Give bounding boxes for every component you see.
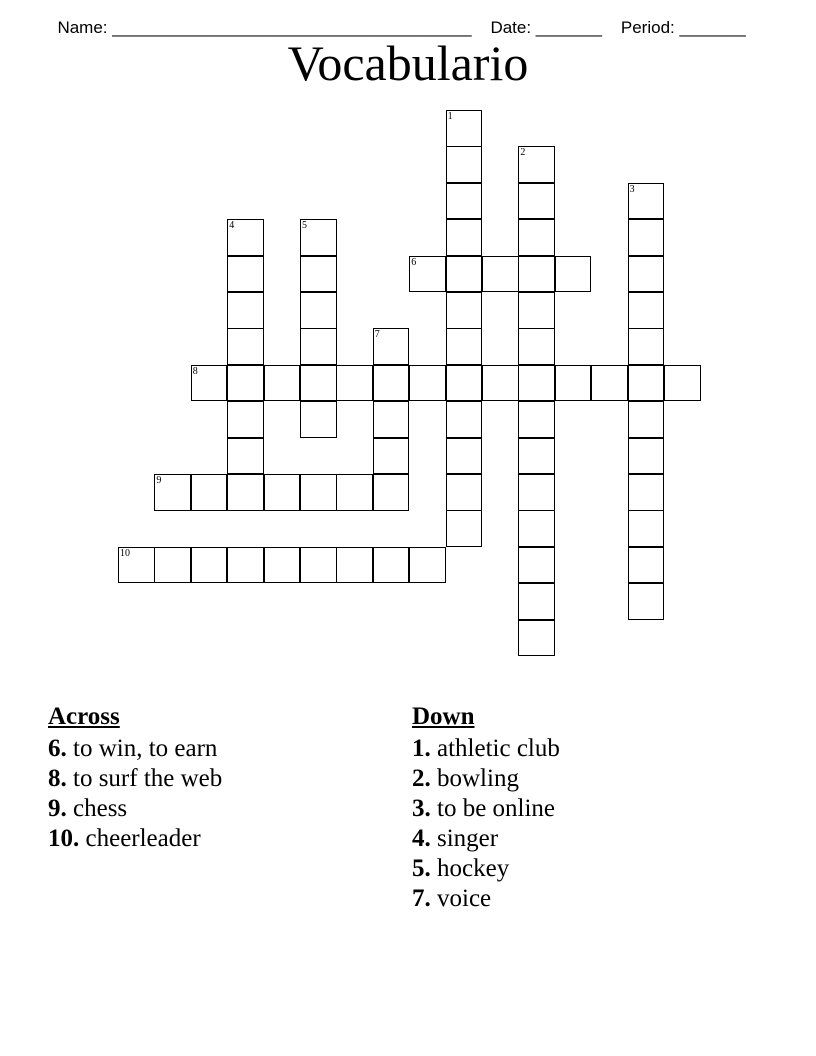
crossword-cell[interactable] [446,474,483,511]
crossword-cell[interactable] [518,438,555,475]
crossword-cell[interactable] [191,474,228,511]
crossword-cell[interactable] [300,292,337,329]
crossword-cell[interactable] [518,256,555,293]
cell-number: 10 [120,547,130,559]
down-clue [412,824,772,854]
crossword-cell[interactable] [373,547,410,584]
down-clue [412,734,772,764]
cell-number: 6 [411,256,417,268]
crossword-cell[interactable] [446,328,483,365]
crossword-cell[interactable] [628,292,665,329]
crossword-cell[interactable] [518,583,555,620]
crossword-cell[interactable] [264,547,301,584]
across-clues [48,702,388,854]
crossword-cell[interactable] [446,401,483,438]
crossword-cell[interactable] [300,256,337,293]
clue-text: chess [73,795,128,822]
crossword-cell[interactable] [482,365,519,402]
crossword-cell[interactable] [518,401,555,438]
crossword-cell[interactable] [227,292,264,329]
cell-number: 7 [374,329,380,341]
clue-number: 8. [48,765,67,792]
crossword-cell[interactable] [227,401,264,438]
down-clue [412,764,772,794]
cell-number: 2 [520,147,526,159]
crossword-cell[interactable] [191,547,228,584]
crossword-cell[interactable] [373,401,410,438]
crossword-cell[interactable] [518,620,555,657]
clue-number: 1. [412,735,431,762]
crossword-cell[interactable] [154,547,191,584]
clue-text: to win, to earn [73,735,218,762]
crossword-cell[interactable] [628,256,665,293]
crossword-cell[interactable] [373,365,410,402]
crossword-cell[interactable] [446,146,483,183]
crossword-cell[interactable] [373,328,410,365]
across-clue [48,794,388,824]
crossword-cell[interactable] [409,547,446,584]
cell-number: 8 [192,365,198,377]
crossword-cell[interactable] [300,547,337,584]
clue-number: 7. [412,885,431,912]
clue-number: 10. [48,825,80,852]
clue-text: bowling [437,765,519,792]
crossword-cell[interactable] [227,328,264,365]
crossword-cell[interactable] [518,510,555,547]
crossword-cell[interactable] [446,183,483,220]
crossword-cell[interactable] [446,365,483,402]
crossword-cell[interactable] [227,547,264,584]
crossword-cell[interactable] [300,474,337,511]
crossword-cell[interactable] [227,256,264,293]
crossword-cell[interactable] [300,219,337,256]
clue-text: singer [437,825,499,852]
crossword-cell[interactable] [628,219,665,256]
crossword-cell[interactable] [227,365,264,402]
crossword-cell[interactable] [118,547,155,584]
crossword-cell[interactable] [336,365,373,402]
crossword-cell[interactable] [518,547,555,584]
crossword-cell[interactable] [300,365,337,402]
crossword-cell[interactable] [555,365,592,402]
across-clue [48,764,388,794]
crossword-cell[interactable] [518,328,555,365]
cell-number: 5 [302,220,307,232]
crossword-cell[interactable] [227,438,264,475]
clue-text: cheerleader [85,825,201,852]
clue-number: 3. [412,795,431,822]
cell-number: 3 [629,183,635,195]
crossword-cell[interactable] [409,256,446,293]
crossword-cell[interactable] [518,292,555,329]
cell-number: 1 [447,111,453,122]
crossword-cell[interactable] [518,365,555,402]
crossword-cell[interactable] [446,256,483,293]
down-clue [412,794,772,824]
crossword-cell[interactable] [409,365,446,402]
crossword-cell[interactable] [300,401,337,438]
crossword-cell[interactable] [628,583,665,620]
crossword-cell[interactable] [264,474,301,511]
crossword-cell[interactable] [518,219,555,256]
crossword-cell[interactable] [336,474,373,511]
clue-text: to be online [437,795,556,822]
down-clue [412,884,772,914]
across-clue [48,734,388,764]
clue-number: 2. [412,765,431,792]
clue-text: hockey [437,855,510,882]
crossword-cell[interactable] [591,365,628,402]
page-title: Vocabulario [287,35,529,91]
clue-text: voice [437,885,492,912]
crossword-cell[interactable] [191,365,228,402]
crossword-cell[interactable] [373,438,410,475]
crossword-cell[interactable] [518,146,555,183]
down-heading: Down [412,703,475,730]
crossword-cell[interactable] [482,256,519,293]
crossword-cell[interactable] [227,219,264,256]
clue-number: 6. [48,735,67,762]
crossword-cell[interactable] [518,183,555,220]
clue-number: 4. [412,825,431,852]
across-clue [48,824,388,854]
clue-number: 5. [412,855,431,882]
crossword-cell[interactable] [446,292,483,329]
crossword-cell[interactable] [154,474,191,511]
down-clues [412,702,772,914]
cell-number: 4 [229,220,235,232]
crossword-cell[interactable] [628,183,665,220]
clue-text: athletic club [437,735,560,762]
crossword-cell[interactable] [227,474,264,511]
crossword-cell[interactable] [264,365,301,402]
crossword-cell[interactable] [628,547,665,584]
crossword-cell[interactable] [518,474,555,511]
crossword-cell[interactable] [446,110,483,147]
cell-number: 9 [156,475,162,486]
crossword-cell[interactable] [555,256,592,293]
crossword-cell[interactable] [446,438,483,475]
crossword-cell[interactable] [628,510,665,547]
crossword-cell[interactable] [336,547,373,584]
period-field-label[interactable]: Period: _______ [620,18,746,37]
crossword-cell[interactable] [664,365,701,402]
date-field-label[interactable]: Date: _______ [490,18,602,37]
crossword-cell[interactable] [628,365,665,402]
crossword-cell[interactable] [628,401,665,438]
crossword-cell[interactable] [446,219,483,256]
crossword-cell[interactable] [628,328,665,365]
across-heading: Across [48,703,120,730]
name-field-label[interactable]: Name: ______________________________________ [57,18,472,37]
clue-text: to surf the web [73,765,223,792]
crossword-cell[interactable] [446,510,483,547]
crossword-cell[interactable] [300,328,337,365]
clue-number: 9. [48,795,67,822]
crossword-cell[interactable] [628,438,665,475]
crossword-cell[interactable] [628,474,665,511]
crossword-cell[interactable] [373,474,410,511]
down-clue [412,854,772,884]
